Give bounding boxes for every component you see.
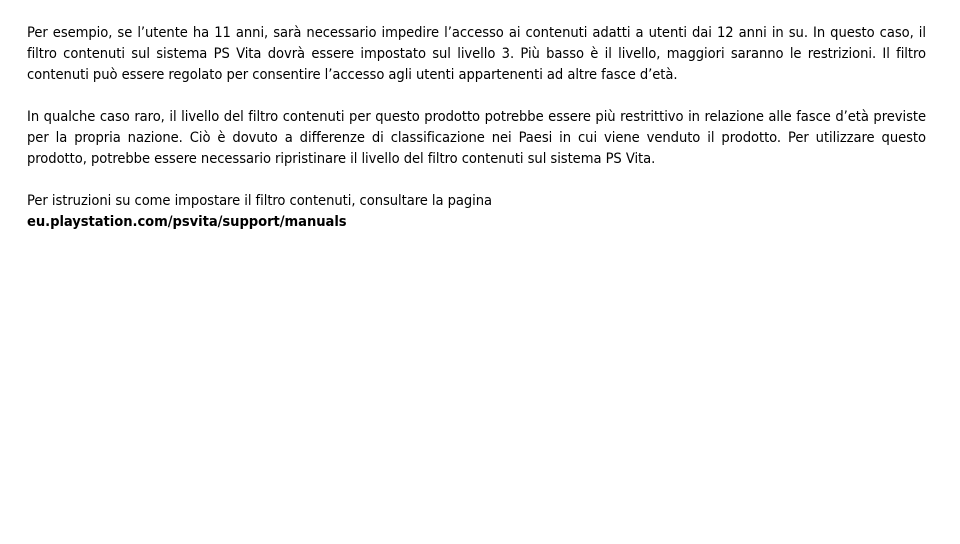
- support-manuals-link[interactable]: eu.playstation.com/psvita/support/manuals: [27, 213, 347, 230]
- paragraph-instructions-intro: Per istruzioni su come impostare il filtro contenuti, consultare la pagina: [27, 192, 493, 209]
- paragraph-content-filter-example: Per esempio, se l’utente ha 11 anni, sarà necessario impedire l’accesso ai contenuti adatti a utenti dai 12 anni in su. In questo caso, il filtro contenuti sul sistema PS Vita dovrà essere impostato sul livello 3. Più basso è il livello, maggiori saranno le restrizioni. Il filtro contenuti può essere regolato per consentire l’accesso agli utenti appartenenti ad altre fasce d’età.: [27, 24, 926, 83]
- paragraph-content-filter-regional-note: In qualche caso raro, il livello del filtro contenuti per questo prodotto potrebbe essere più restrittivo in relazione alle fasce d’età previste per la propria nazione. Ciò è dovuto a differenze di classificazione nei Paesi in cui viene venduto il prodotto. Per utilizzare questo prodotto, potrebbe essere necessario ripristinare il livello del filtro contenuti sul sistema PS Vita.: [27, 108, 926, 167]
